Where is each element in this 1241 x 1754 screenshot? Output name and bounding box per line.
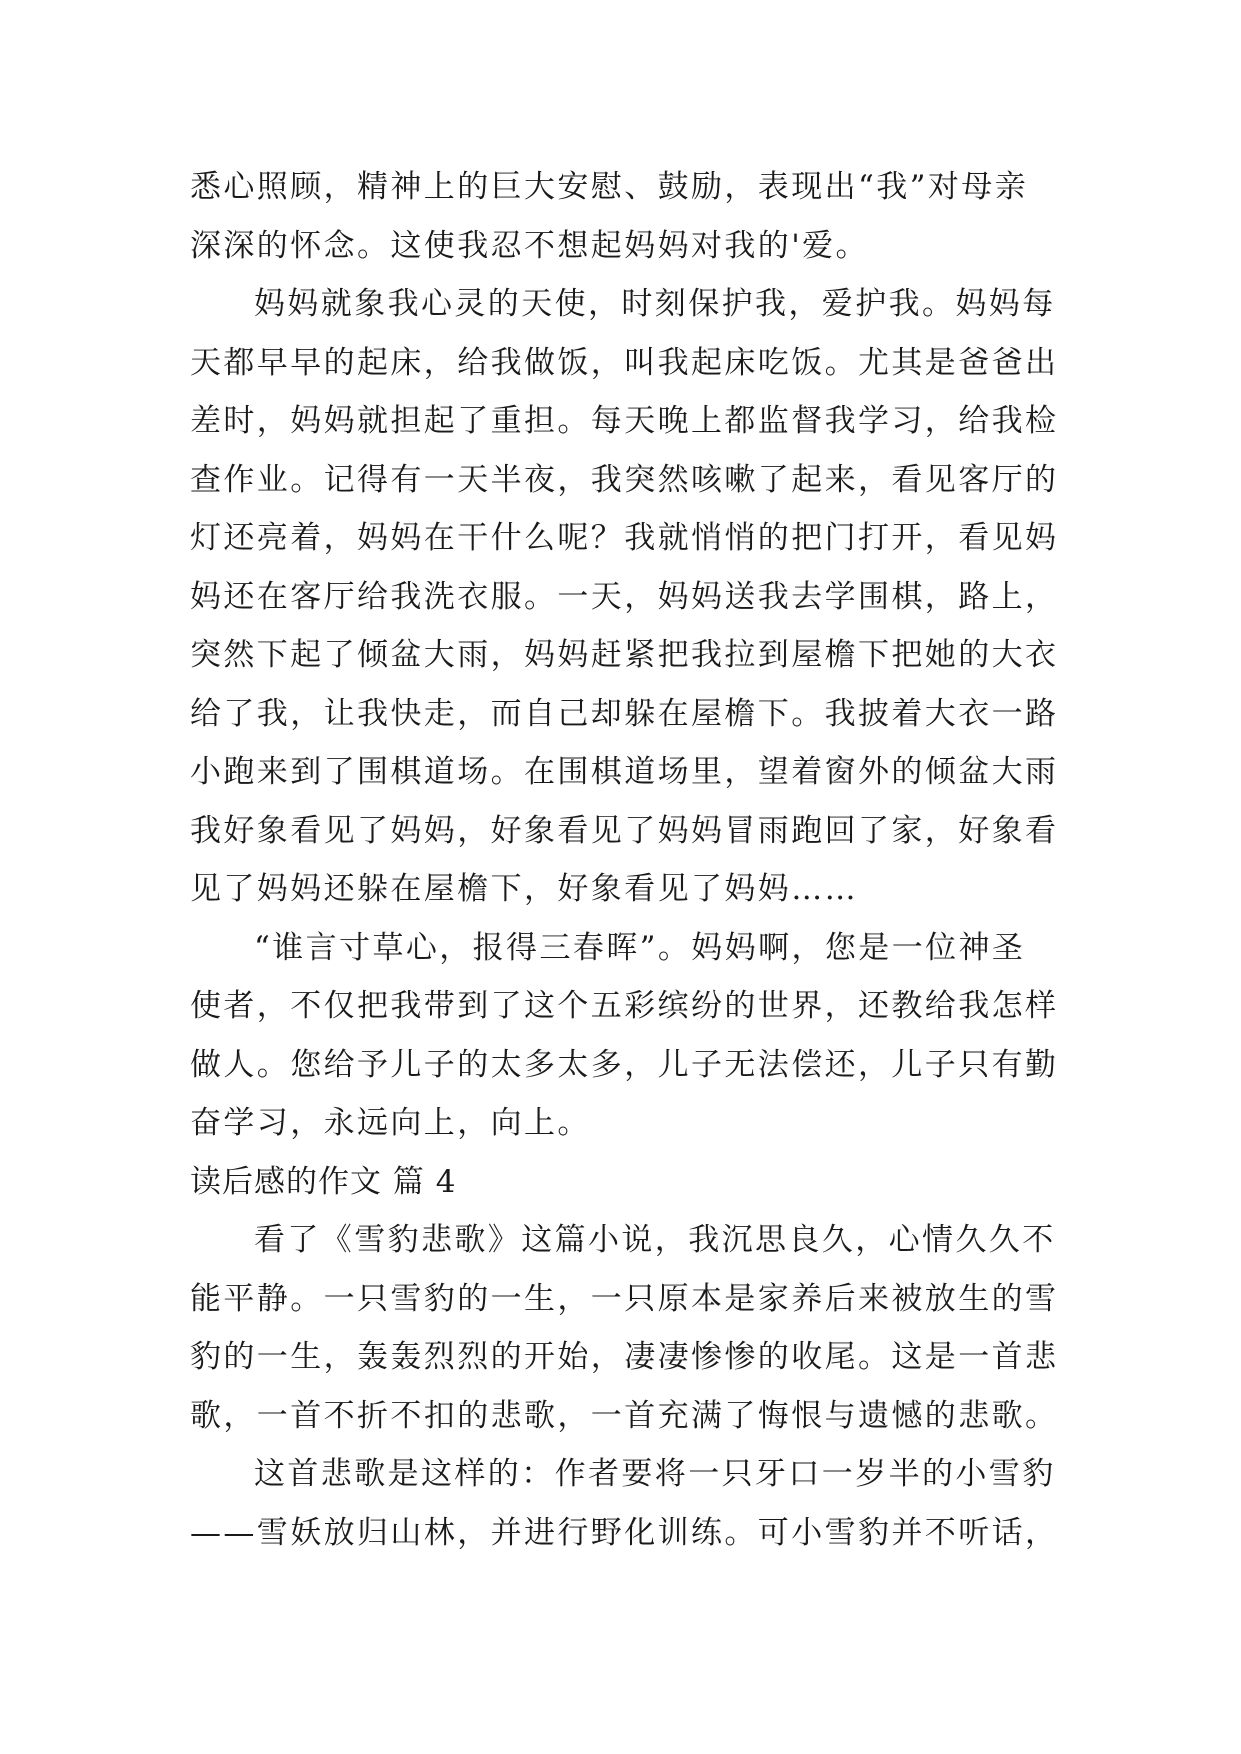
- text-line: 豹的一生，轰轰烈烈的开始，凄凄惨惨的收尾。这是一首悲: [190, 1339, 1059, 1375]
- text-line: 查作业。记得有一天半夜，我突然咳嗽了起来，看见客厅的: [190, 461, 1059, 498]
- text-line: 使者，不仅把我带到了这个五彩缤纷的世界，还教给我怎样: [190, 988, 1059, 1024]
- text-line: 差时，妈妈就担起了重担。每天晚上都监督我学习，给我检: [190, 403, 1059, 439]
- text-line: 悉心照顾，精神上的巨大安慰、鼓励，表现出“我”对母亲: [190, 169, 1029, 205]
- text-line: 见了妈妈还躲在屋檐下，好象看见了妈妈……: [190, 871, 858, 907]
- text-line: 做人。您给予儿子的太多太多，儿子无法偿还，儿子只有勤: [190, 1046, 1059, 1083]
- text-line: 我好象看见了妈妈，好象看见了妈妈冒雨跑回了家，好象看: [190, 812, 1059, 849]
- text-line: 看了《雪豹悲歌》这篇小说，我沉思良久，心情久久不: [254, 1222, 1056, 1258]
- text-line: 歌，一首不折不扣的悲歌，一首充满了悔恨与遗憾的悲歌。: [190, 1397, 1059, 1434]
- text-line: 小跑来到了围棋道场。在围棋道场里，望着窗外的倾盆大雨: [190, 754, 1059, 790]
- text-line: 这首悲歌是这样的：作者要将一只牙口一岁半的小雪豹: [254, 1456, 1056, 1492]
- text-line: 深深的怀念。这使我忍不想起妈妈对我的'爱。: [190, 227, 869, 264]
- text-line: 妈还在客厅给我洗衣服。一天，妈妈送我去学围棋，路上，: [190, 578, 1059, 615]
- text-line: 奋学习，永远向上，向上。: [190, 1105, 591, 1141]
- text-line: 灯还亮着，妈妈在干什么呢？我就悄悄的把门打开，看见妈: [190, 520, 1059, 556]
- text-line: 突然下起了倾盆大雨，妈妈赶紧把我拉到屋檐下把她的大衣: [190, 637, 1059, 673]
- text-line: 能平静。一只雪豹的一生，一只原本是家养后来被放生的雪: [190, 1280, 1059, 1317]
- text-line: “谁言寸草心，报得三春晖”。妈妈啊，您是一位神圣: [254, 929, 1026, 966]
- text-line: ——雪妖放归山林，并进行野化训练。可小雪豹并不听话，: [190, 1514, 1059, 1551]
- section-heading: 读后感的作文 篇 4: [190, 1163, 457, 1200]
- document-body: [190, 158, 1070, 1562]
- text-line: 给了我，让我快走，而自己却躲在屋檐下。我披着大衣一路: [190, 695, 1059, 732]
- text-line: 天都早早的起床，给我做饭，叫我起床吃饭。尤其是爸爸出: [190, 344, 1059, 381]
- text-line: 妈妈就象我心灵的天使，时刻保护我，爱护我。妈妈每: [254, 286, 1056, 322]
